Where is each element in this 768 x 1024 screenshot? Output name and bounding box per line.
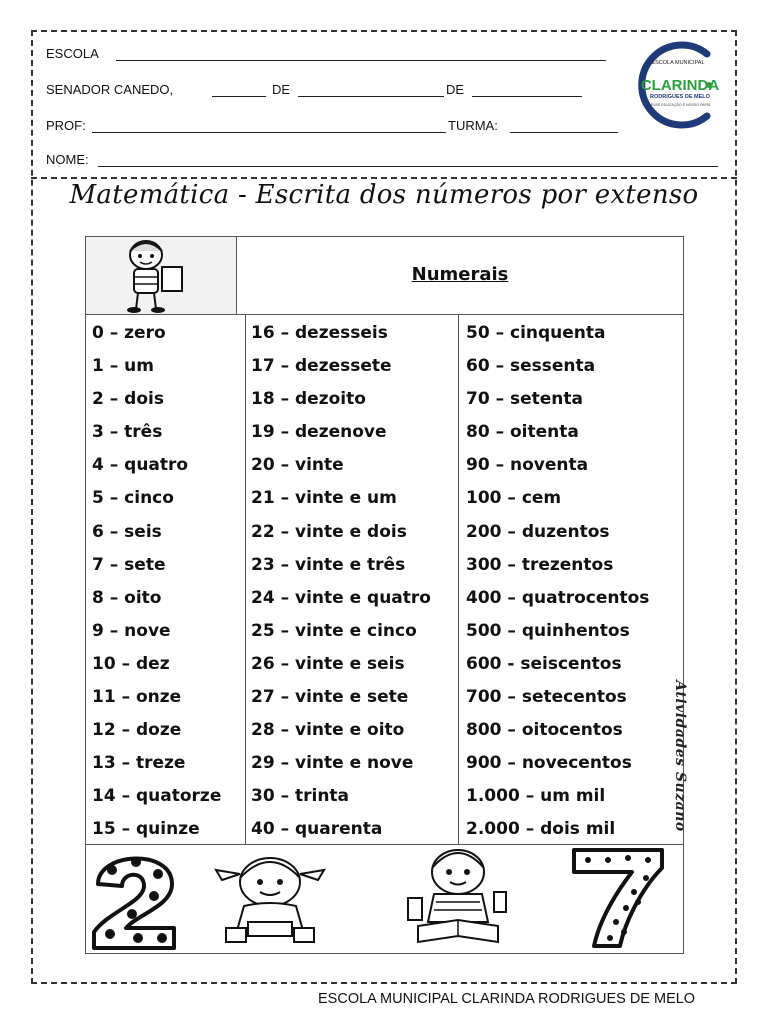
numerals-column-1 [92,318,221,848]
numeral-row: 13 – treze [92,753,186,774]
numeral-row: 30 – trinta [251,786,350,807]
numeral-row: 11 – onze [92,687,182,708]
child-holding-sign-illustration [86,237,236,314]
header-separator [31,177,737,179]
number-seven-illustration [568,846,668,950]
numeral-row: 23 – vinte e três [251,554,406,575]
numeral-row: 4 – quatro [92,455,189,476]
numeral-row: 18 – dezoito [251,389,366,410]
numeral-row: 2.000 – dois mil [466,819,616,840]
month-field[interactable] [298,96,444,97]
logo-top-text: ESCOLA MUNICIPAL [651,60,705,66]
city-label: SENADOR CANEDO, [46,82,174,97]
numeral-row: 2 – dois [92,389,164,410]
numeral-row: 22 – vinte e dois [251,521,407,542]
numerals-column-3 [466,318,649,848]
column-divider-1 [245,314,246,844]
numeral-row: 3 – três [92,422,163,443]
logo-name: CLARINDA [640,77,720,94]
logo-sub: RODRIGUES DE MELO [650,94,710,100]
numeral-row: 60 – sessenta [466,356,596,377]
numeral-row: 9 – nove [92,620,171,641]
numeral-row: 28 – vinte e oito [251,720,405,741]
numeral-row: 900 – novecentos [466,753,632,774]
numeral-row: 500 – quinhentos [466,620,630,641]
numeral-row: 90 – noventa [466,455,589,476]
prof-label: PROF: [46,118,86,133]
number-two-illustration [88,848,182,952]
numeral-row: 100 – cem [466,488,562,509]
numeral-row: 80 – oitenta [466,422,579,443]
numeral-row: 40 – quarenta [251,819,383,840]
header-illustration-cell [86,237,236,314]
girl-reading-illustration [208,848,332,948]
header-row-divider [85,314,684,315]
numeral-row: 0 – zero [92,323,166,343]
numeral-row: 12 – doze [92,720,182,741]
numeral-row: 300 – trezentos [466,554,614,575]
numeral-row: 19 – dezenove [251,422,387,443]
prof-field[interactable] [92,132,446,133]
numeral-row: 7 – sete [92,554,166,575]
numeral-row: 5 – cinco [92,488,174,509]
numeral-row: 800 – oitocentos [466,720,623,741]
numeral-row: 24 – vinte e quatro [251,587,431,608]
numeral-row: 14 – quatorze [92,786,222,807]
numerals-column-2 [251,318,431,848]
numeral-row: 25 – vinte e cinco [251,620,417,641]
school-footer: ESCOLA MUNICIPAL CLARINDA RODRIGUES DE MELO [318,991,696,1007]
numeral-row: 50 – cinquenta [466,323,606,343]
numeral-row: 200 – duzentos [466,521,610,542]
numeral-row: 16 – dezesseis [251,323,388,343]
year-field[interactable] [472,96,582,97]
numeral-row: 6 – seis [92,521,162,542]
page-title: Matemática - Escrita dos números por extenso [69,180,699,210]
turma-field[interactable] [510,132,618,133]
numeral-row: 29 – vinte e nove [251,753,414,774]
school-logo [625,40,731,130]
numeral-row: 10 – dez [92,653,170,674]
de-label-2: DE [446,82,465,97]
author-watermark: Atividades Suzano [672,680,688,832]
column-divider-2 [458,314,459,844]
numeral-row: 70 – setenta [466,389,583,410]
numeral-row: 27 – vinte e sete [251,687,409,708]
numeral-row: 26 – vinte e seis [251,653,405,674]
nome-label: NOME: [46,152,89,167]
de-label-1: DE [272,82,291,97]
escola-field[interactable] [116,60,606,61]
numeral-row: 1 – um [92,356,154,377]
logo-tagline: LEVAR EDUCAÇÃO É NOSSO PAPEL [648,103,712,107]
nome-field[interactable] [98,166,718,167]
table-heading: Numerais [411,264,509,285]
numeral-row: 1.000 – um mil [466,786,606,807]
numeral-row: 700 – setecentos [466,687,627,708]
numeral-row: 400 – quatrocentos [466,587,650,608]
day-field[interactable] [212,96,266,97]
numeral-row: 8 – oito [92,587,162,608]
numeral-row: 20 – vinte [251,455,344,476]
numeral-row: 600 - seiscentos [466,653,622,674]
numeral-row: 21 – vinte e um [251,488,397,509]
turma-label: TURMA: [448,118,498,133]
numeral-row: 17 – dezessete [251,356,392,377]
numeral-row: 15 – quinze [92,819,200,840]
boy-studying-illustration [404,842,512,948]
escola-label: ESCOLA [46,46,99,61]
